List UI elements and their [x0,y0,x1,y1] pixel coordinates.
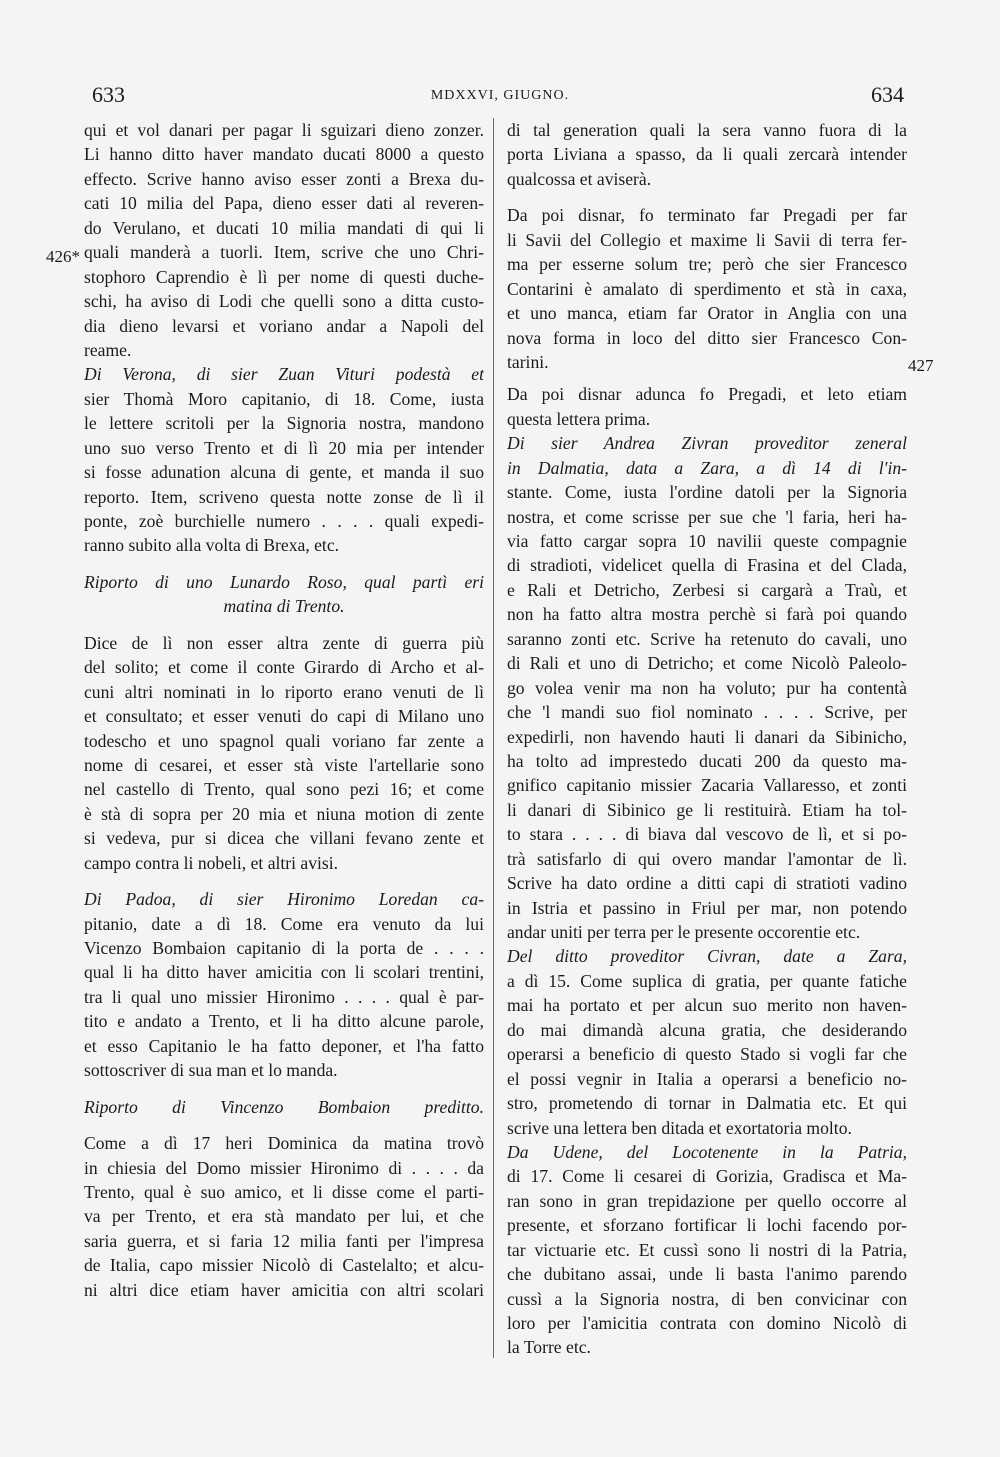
text-line: go volea venir ma non ha voluto; pur ha contentà [507,677,907,698]
text-line: tito e andato a Trento, et li ha ditto alcune parole, [84,1011,484,1032]
margin-note-left: 426* [46,247,80,266]
text-line: nome di cesarei, et esser stà viste l'artellarie sono [84,754,484,775]
text-line: effecto. Scrive hanno aviso esser zonti a Brexa du- [84,168,484,189]
text-line: tarini. [507,351,549,372]
text-line: del solito; et come il conte Girardo di Archo et al- [84,657,484,678]
text-line: Da poi disnar adunca fo Pregadi, et leto etiam [507,384,907,405]
text-line: stro, prometendo di tornar in Dalmatia etc. Et qui [507,1093,907,1114]
text-line: el possi vegnir in Italia a operarsi a beneficio no- [507,1068,907,1089]
section-heading: matina di Trento. [223,596,345,617]
text-line: trà satisfarlo di qui overo mandar l'amontar de lì. [507,848,907,869]
text-line: Da poi disnar, fo terminato far Pregadi per far [507,205,907,226]
text-line: Li hanno ditto haver mandato ducati 8000 a questo [84,144,484,165]
text-line: scrive una lettera ben ditada et exortatoria molto. [507,1117,852,1138]
text-line: le lettere scritoli per la Signoria nostra, mandono [84,413,484,434]
text-line: Scrive ha dato ordine a ditti capi di stratioti vadino [507,873,907,894]
text-line: et uno manca, etiam far Orator in Anglia con una [507,303,907,324]
right-column [507,118,907,1360]
section-heading: Di Padoa, di sier Hironimo Loredan ca- [84,889,484,910]
text-line: sottoscriver di sua man et lo manda. [84,1060,338,1081]
text-line: presente, et sforzano fortificar li lochi facendo por- [507,1215,907,1236]
text-line: todescho et uno spagnol quali voriano far zente a [84,730,484,751]
text-line: Contarini è amalato di sperdimento et stà in caxa, [507,278,907,299]
text-line: loro per l'amicitia contrata con domino Nicolò di [507,1313,907,1333]
text-line: et consultato; et esser venuti do capi di Milano uno [84,706,484,727]
section-heading: Di sier Andrea Zivran proveditor zeneral [507,433,907,454]
text-line: stophoro Caprendio è lì per nome di questi duche- [84,266,484,287]
text-line: schi, ha aviso di Lodi che quelli sono a ditta custo- [84,291,484,312]
text-line: nel castello di Trento, qual sono pezi 16; et come [84,779,484,800]
text-line: via fatto cargar sopra 10 navilii queste compagnie [507,531,907,551]
text-line: ma per esserne solum tre; però che sier Francesco [507,254,907,275]
text-line: cuni altri nominati in lo riporto erano venuti de lì [84,681,484,702]
text-line: in chiesia del Domo missier Hironimo di . . . . da [84,1157,484,1178]
text-line: pitanio, date a dì 18. Come era venuto da lui [84,913,484,934]
text-line: ha tolto ad imprestedo ducati 200 da questo ma- [507,750,907,771]
section-heading: Riporto di Vincenzo Bombaion preditto. [84,1096,484,1117]
text-line: non ha fatto altra mostra perchè si farà poi quando [507,604,907,625]
section-heading: Riporto di uno Lunardo Roso, qual partì eri [84,571,484,592]
text-line: a dì 15. Come suplica di gratia, per quante fatiche [507,970,907,991]
text-line: di tal generation quali la sera vanno fuora di la [507,120,907,140]
text-line: cussì a la Signoria nostra, di ben convicinar con [507,1288,907,1309]
text-line: ni altri dice etiam haver amicitia con altri scolari [84,1279,484,1300]
text-line: sier Thomà Moro capitanio, di 18. Come, iusta [84,388,484,409]
text-line: Come a dì 17 heri Dominica da matina trovò [84,1133,484,1154]
text-line: mai ha portato et per alcun suo merito non haven- [507,995,907,1016]
text-line: questa lettera prima. [507,408,651,429]
text-line: li danari di Sibinico ge li restituirà. Etiam ha tol- [507,799,907,820]
text-line: si vedeva, pur si dicea che villani fevano zente et [84,828,484,849]
text-line: e Rali et Detricho, Zerbesi si cargarà a Traù, et [507,579,907,600]
text-line: tar victuarie etc. Et cussì sono li nostri di la Patria, [507,1239,907,1260]
text-line: campo contra li nobeli, et altri avisi. [84,852,339,873]
text-line: porta Liviana a spasso, da li quali zercarà intender [507,144,907,165]
text-line: di stradioti, videlicet quella di Frasina et del Clada, [507,555,907,576]
page-header [0,78,1000,108]
text-line: nostra, et come scrisse per sue che 'l faria, heri ha- [507,506,907,527]
text-line: gnifico capitanio missier Zacaria Vallaresso, et zonti [507,775,907,796]
text-line: do Verulano, et ducati 10 milia mandati di qui li [84,217,484,238]
text-line: expedirli, non havendo hauti li danari da Sibinicho, [507,726,907,747]
text-line: do mai dimandà alcuna gratia, che desiderando [507,1019,907,1040]
section-heading: in Dalmatia, data a Zara, a dì 14 di l'in- [507,457,907,478]
text-line: to stara . . . . di biava dal vescovo de lì, et si po- [507,824,907,845]
text-line: saranno zonti etc. Scrive ha retenuto do cavali, uno [507,628,907,649]
running-title: MDXXVI, GIUGNO. [430,88,570,103]
text-line: et esso Capitanio le ha fatto deponer, et l'ha fatto [84,1035,484,1056]
text-line: tra li qual uno missier Hironimo . . . . qual è par- [84,986,484,1007]
margin-note-right: 427 [908,356,934,375]
text-line: in Istria et passino in Friul per mar, non potendo [507,897,907,918]
text-line: è stà di sopra per 20 mia et niuna motion di zente [84,803,484,824]
section-heading: Di Verona, di sier Zuan Vituri podestà et [84,364,484,385]
text-line: operarsi a beneficio di questo Stado si vogli far che [507,1044,907,1065]
text-line: qualcossa et aviserà. [507,168,652,189]
text-line: che dubitano assai, unde li basta l'animo parendo [507,1264,907,1285]
text-line: li Savii del Collegio et maxime li Savii di terra fer- [507,229,907,250]
text-line: stante. Come, iusta l'ordine datoli per la Signoria [507,482,907,503]
text-line: si fosse adunation alcuna di gente, et manda il suo [84,462,484,483]
section-heading: Del ditto proveditor Civran, date a Zara, [507,946,907,967]
text-line: qui et vol danari per pagar li sguizari dieno zonzer. [84,120,484,140]
text-line: Vicenzo Bombaion capitanio di la porta de . . . . [84,938,484,958]
text-line: Trento, qual è suo amico, et li disse come el parti- [84,1181,484,1202]
text-line: dia dieno levarsi et voriano andar a Napoli del [84,315,484,336]
text-line: che 'l mandi suo fiol nominato . . . . Scrive, per [507,702,907,723]
text-line: andar uniti per terra per le presente occorentie etc. [507,922,861,942]
text-line: reporto. Item, scriveno questa notte zonse de lì il [84,486,484,507]
text-line: la Torre etc. [507,1337,591,1358]
text-line: quali manderà a tuorli. Item, scrive che uno Chri- [84,242,484,263]
page-number-left: 633 [92,82,125,107]
text-line: saria guerra, et si faria 12 milia fanti per l'impresa [84,1230,484,1251]
text-line: nova forma in loco del ditto sier Francesco Con- [507,327,907,348]
text-line: Dice de lì non esser altra zente di guerra più [84,632,484,653]
left-column [84,118,484,1302]
text-line: ran sono in gran trepidazione per quello occorre al [507,1190,907,1211]
column-divider [493,118,494,1358]
text-line: di 17. Come li cesarei di Gorizia, Gradisca et Ma- [507,1166,907,1187]
text-line: uno suo verso Trento et di lì 20 mia per intender [84,437,484,458]
text-line: di Rali et uno di Detricho; et come Nicolò Paleolo- [507,653,907,674]
text-line: qual li ha ditto haver amicitia con li scolari trentini, [84,962,484,983]
text-line: reame. [84,339,132,360]
section-heading: Da Udene, del Locotenente in la Patria, [507,1141,907,1162]
page-number-right: 634 [871,82,904,107]
text-line: cati 10 milia del Papa, dieno esser dati al reveren- [84,193,484,214]
text-line: ranno subito alla volta di Brexa, etc. [84,535,340,556]
text-line: de Italia, capo missier Nicolò di Castelalto; et alcu- [84,1255,484,1276]
text-line: va per Trento, et era stà mandato per lui, et che [84,1206,484,1227]
text-line: ponte, zoè burchielle numero . . . . quali expedi- [84,511,484,531]
